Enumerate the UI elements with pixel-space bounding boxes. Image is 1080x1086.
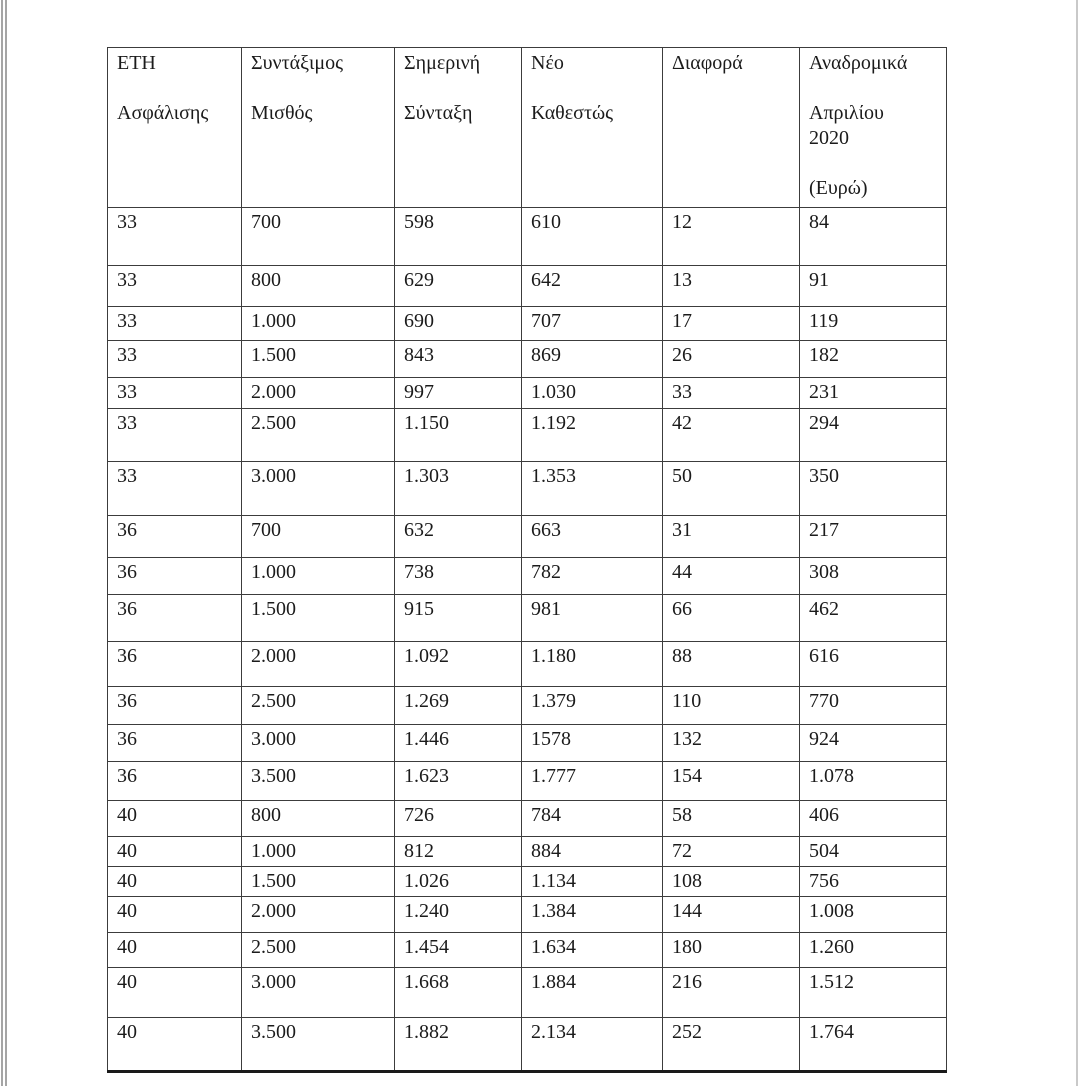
table-cell: 997 <box>395 378 522 409</box>
table-cell: 1.000 <box>242 837 395 867</box>
column-header-line: Απριλίου <box>809 102 884 124</box>
column-header-line: Ασφάλισης <box>117 102 209 124</box>
table-cell: 36 <box>108 725 242 762</box>
table-cell: 1.634 <box>522 933 663 968</box>
table-cell: 40 <box>108 801 242 837</box>
table-cell: 36 <box>108 687 242 725</box>
table-cell: 294 <box>800 409 947 462</box>
table-cell: 632 <box>395 516 522 558</box>
table-cell: 1.623 <box>395 762 522 801</box>
column-header-line: Νέο <box>531 52 564 74</box>
table-cell: 3.500 <box>242 762 395 801</box>
column-header-line <box>251 76 390 101</box>
table-cell: 40 <box>108 968 242 1018</box>
table-cell: 110 <box>663 687 800 725</box>
table-cell: 1.134 <box>522 867 663 897</box>
table-cell: 40 <box>108 1018 242 1072</box>
table-row <box>108 897 947 933</box>
table-row <box>108 933 947 968</box>
table-cell: 33 <box>108 208 242 266</box>
table-cell: 1.379 <box>522 687 663 725</box>
table-cell: 770 <box>800 687 947 725</box>
table-cell: 738 <box>395 558 522 595</box>
table-row <box>108 1018 947 1072</box>
table-cell: 610 <box>522 208 663 266</box>
table-cell: 119 <box>800 307 947 341</box>
table-cell: 40 <box>108 897 242 933</box>
table-cell: 1.180 <box>522 642 663 687</box>
table-cell: 33 <box>108 266 242 307</box>
table-cell: 1.260 <box>800 933 947 968</box>
table-row <box>108 462 947 516</box>
table-cell: 40 <box>108 933 242 968</box>
table-cell: 2.500 <box>242 687 395 725</box>
table-cell: 915 <box>395 595 522 642</box>
table-cell: 1.777 <box>522 762 663 801</box>
table-cell: 1.008 <box>800 897 947 933</box>
table-cell: 784 <box>522 801 663 837</box>
column-header <box>522 48 663 208</box>
table-body <box>108 208 947 1072</box>
table-cell: 1.384 <box>522 897 663 933</box>
column-header-line: Διαφορά <box>672 52 743 74</box>
column-header-line: Σημερινή <box>404 52 481 74</box>
table-cell: 40 <box>108 867 242 897</box>
table-cell: 42 <box>663 409 800 462</box>
table-cell: 72 <box>663 837 800 867</box>
table-cell: 66 <box>663 595 800 642</box>
table-cell: 629 <box>395 266 522 307</box>
table-cell: 36 <box>108 642 242 687</box>
table-cell: 756 <box>800 867 947 897</box>
table-cell: 33 <box>108 409 242 462</box>
table-cell: 598 <box>395 208 522 266</box>
column-header <box>242 48 395 208</box>
table-cell: 1578 <box>522 725 663 762</box>
table-cell: 216 <box>663 968 800 1018</box>
table-cell: 2.134 <box>522 1018 663 1072</box>
column-header-line: Συντάξιμος <box>251 52 344 74</box>
table-cell: 1.446 <box>395 725 522 762</box>
table-cell: 782 <box>522 558 663 595</box>
table-row <box>108 266 947 307</box>
table-cell: 2.000 <box>242 378 395 409</box>
column-header-line <box>117 76 237 101</box>
page-edge-left-inner <box>5 0 7 1086</box>
table-row <box>108 837 947 867</box>
column-header-line: 2020 <box>809 127 849 149</box>
table-cell: 1.353 <box>522 462 663 516</box>
table-cell: 33 <box>108 341 242 378</box>
table-cell: 981 <box>522 595 663 642</box>
table-cell: 12 <box>663 208 800 266</box>
table-cell: 350 <box>800 462 947 516</box>
table-cell: 1.092 <box>395 642 522 687</box>
table-cell: 700 <box>242 516 395 558</box>
table-cell: 1.000 <box>242 307 395 341</box>
table-cell: 26 <box>663 341 800 378</box>
column-header-line: Αναδρομικά <box>809 52 908 74</box>
table-cell: 504 <box>800 837 947 867</box>
table-cell: 33 <box>108 378 242 409</box>
table-cell: 1.500 <box>242 341 395 378</box>
table-cell: 616 <box>800 642 947 687</box>
table-cell: 1.269 <box>395 687 522 725</box>
table-cell: 154 <box>663 762 800 801</box>
table-cell: 1.030 <box>522 378 663 409</box>
table-cell: 36 <box>108 595 242 642</box>
table-cell: 36 <box>108 762 242 801</box>
column-header-line <box>531 76 658 101</box>
table-cell: 33 <box>108 462 242 516</box>
table-cell: 1.303 <box>395 462 522 516</box>
table-header-row <box>108 48 947 208</box>
table-cell: 642 <box>522 266 663 307</box>
table-cell: 50 <box>663 462 800 516</box>
table-cell: 1.500 <box>242 595 395 642</box>
column-header-line <box>809 151 942 176</box>
table-cell: 3.500 <box>242 1018 395 1072</box>
column-header-line: Καθεστώς <box>531 102 614 124</box>
table-cell: 40 <box>108 837 242 867</box>
table-cell: 44 <box>663 558 800 595</box>
table-cell: 182 <box>800 341 947 378</box>
table-row <box>108 516 947 558</box>
table-cell: 812 <box>395 837 522 867</box>
table-cell: 707 <box>522 307 663 341</box>
table-row <box>108 725 947 762</box>
table-row <box>108 801 947 837</box>
column-header-line: (Ευρώ) <box>809 177 868 199</box>
table-cell: 2.000 <box>242 642 395 687</box>
table-cell: 13 <box>663 266 800 307</box>
table-cell: 31 <box>663 516 800 558</box>
table-cell: 91 <box>800 266 947 307</box>
table-row <box>108 558 947 595</box>
table-cell: 36 <box>108 516 242 558</box>
table-row <box>108 409 947 462</box>
table-cell: 462 <box>800 595 947 642</box>
table-row <box>108 687 947 725</box>
table-row <box>108 595 947 642</box>
table-cell: 88 <box>663 642 800 687</box>
table-row <box>108 378 947 409</box>
column-header <box>395 48 522 208</box>
table-cell: 3.000 <box>242 725 395 762</box>
table-cell: 1.764 <box>800 1018 947 1072</box>
column-header-line: ΕΤΗ <box>117 52 156 74</box>
table-row <box>108 208 947 266</box>
table-cell: 231 <box>800 378 947 409</box>
table-cell: 1.512 <box>800 968 947 1018</box>
table-cell: 1.078 <box>800 762 947 801</box>
table-cell: 1.000 <box>242 558 395 595</box>
pension-table <box>107 47 947 1073</box>
column-header-line <box>809 76 942 101</box>
table-row <box>108 307 947 341</box>
table-cell: 58 <box>663 801 800 837</box>
table-cell: 726 <box>395 801 522 837</box>
table-row <box>108 968 947 1018</box>
page-edge-left-outer <box>1 0 3 1086</box>
table-cell: 800 <box>242 801 395 837</box>
table-cell: 180 <box>663 933 800 968</box>
table-header <box>108 48 947 208</box>
table-cell: 1.150 <box>395 409 522 462</box>
table-cell: 132 <box>663 725 800 762</box>
table-cell: 108 <box>663 867 800 897</box>
table-cell: 3.000 <box>242 968 395 1018</box>
table-row <box>108 341 947 378</box>
table-cell: 1.668 <box>395 968 522 1018</box>
table-cell: 843 <box>395 341 522 378</box>
table-cell: 800 <box>242 266 395 307</box>
column-header <box>800 48 947 208</box>
table-cell: 1.882 <box>395 1018 522 1072</box>
table-cell: 1.192 <box>522 409 663 462</box>
column-header-line: Μισθός <box>251 102 313 124</box>
page-edge-right <box>1076 0 1078 1086</box>
table-cell: 700 <box>242 208 395 266</box>
table-row <box>108 762 947 801</box>
table-cell: 2.000 <box>242 897 395 933</box>
table-cell: 84 <box>800 208 947 266</box>
table-cell: 33 <box>108 307 242 341</box>
table-cell: 663 <box>522 516 663 558</box>
column-header-line <box>404 76 517 101</box>
table-cell: 924 <box>800 725 947 762</box>
table-cell: 17 <box>663 307 800 341</box>
column-header <box>108 48 242 208</box>
column-header <box>663 48 800 208</box>
table-cell: 144 <box>663 897 800 933</box>
table-cell: 1.884 <box>522 968 663 1018</box>
table-cell: 33 <box>663 378 800 409</box>
table-cell: 884 <box>522 837 663 867</box>
table-cell: 869 <box>522 341 663 378</box>
table-cell: 217 <box>800 516 947 558</box>
table-cell: 2.500 <box>242 933 395 968</box>
table-row <box>108 642 947 687</box>
table-cell: 1.500 <box>242 867 395 897</box>
table-cell: 1.240 <box>395 897 522 933</box>
column-header-line: Σύνταξη <box>404 102 473 124</box>
table-cell: 1.026 <box>395 867 522 897</box>
table-row <box>108 867 947 897</box>
table-cell: 406 <box>800 801 947 837</box>
table-cell: 2.500 <box>242 409 395 462</box>
table-cell: 1.454 <box>395 933 522 968</box>
table-cell: 690 <box>395 307 522 341</box>
table-cell: 308 <box>800 558 947 595</box>
table-cell: 36 <box>108 558 242 595</box>
table-cell: 252 <box>663 1018 800 1072</box>
table-cell: 3.000 <box>242 462 395 516</box>
